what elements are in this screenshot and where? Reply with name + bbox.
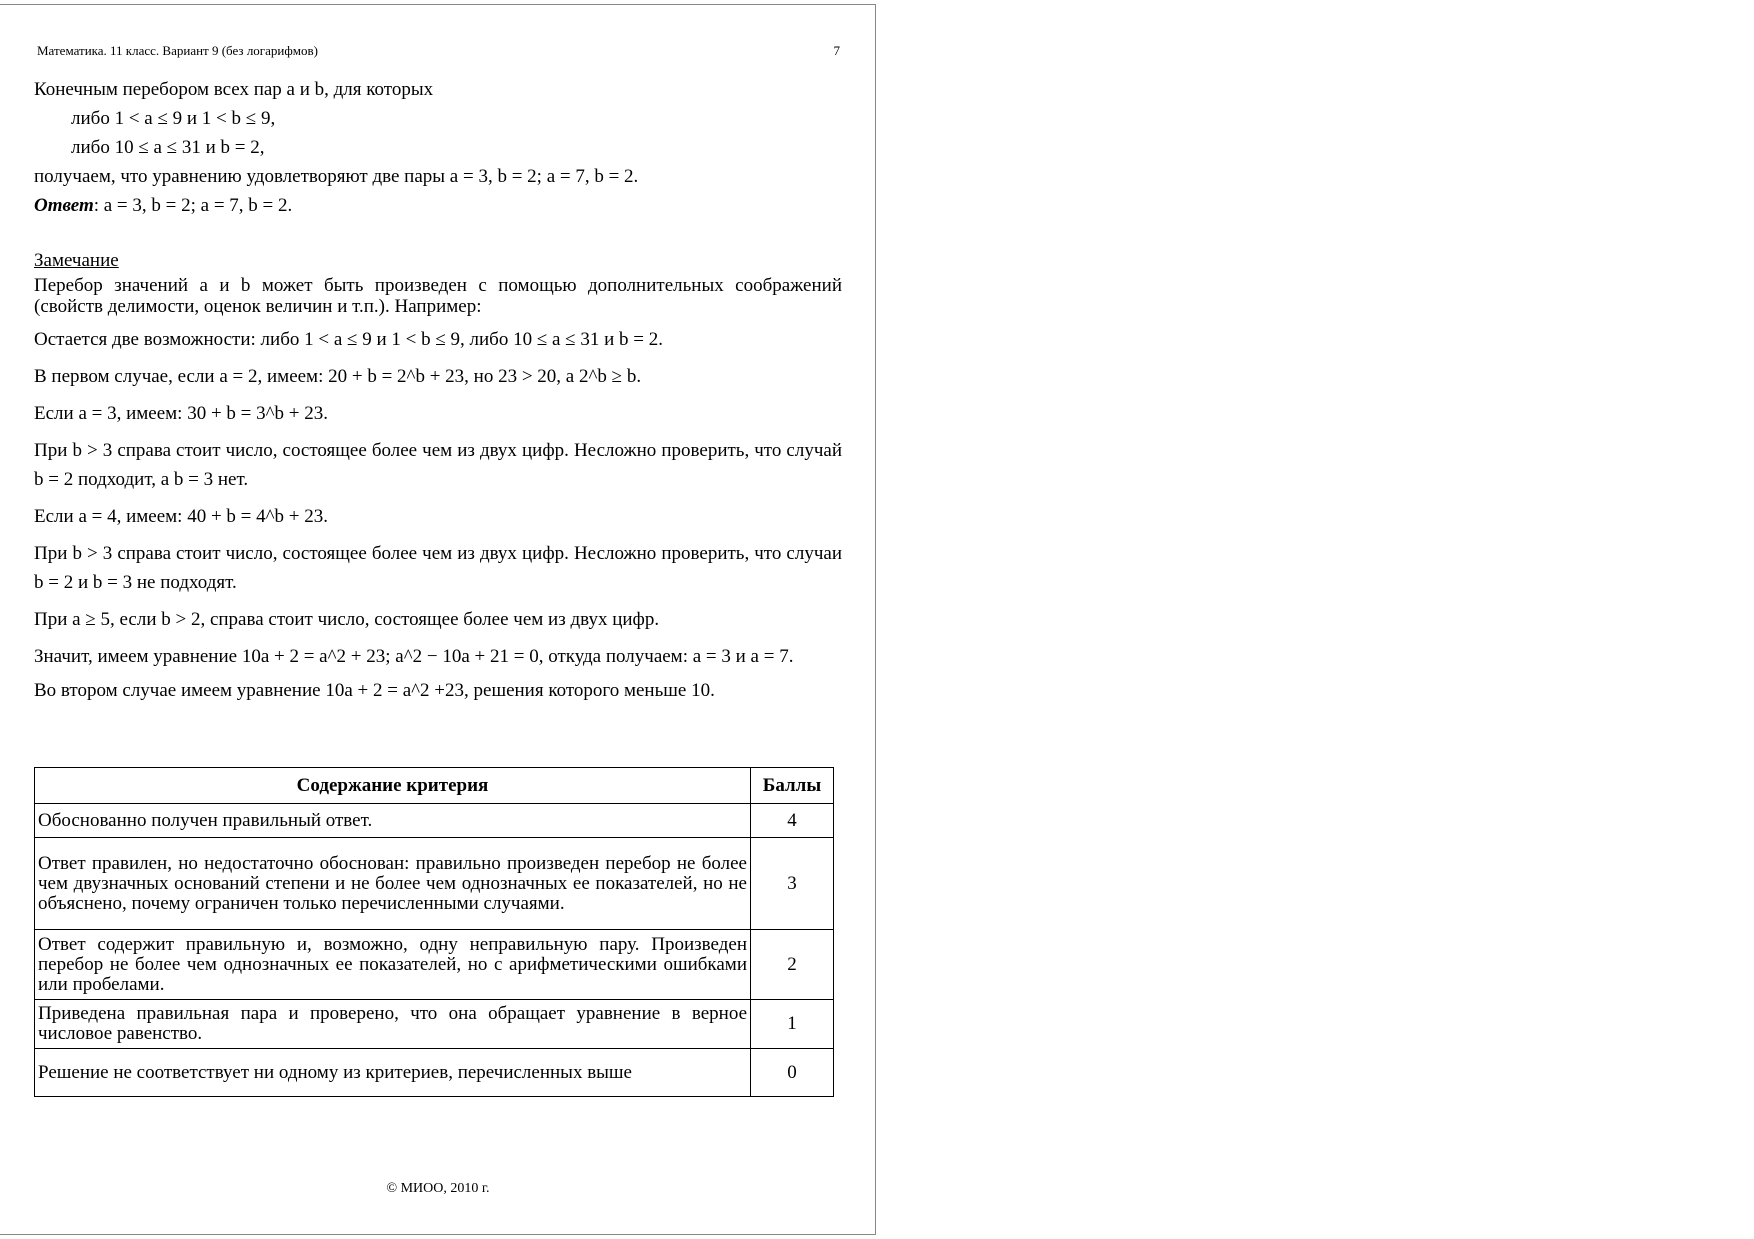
criterion-text: Обоснованно получен правильный ответ.	[35, 804, 751, 838]
header-title: Математика. 11 класс. Вариант 9 (без логарифмов)	[37, 43, 318, 58]
result-line: получаем, что уравнению удовлетворяют две пары a = 3, b = 2; a = 7, b = 2.	[34, 166, 639, 187]
table-row	[35, 1049, 834, 1097]
remark-body: Перебор значений a и b может быть произведен с помощью дополнительных соображений (свойств делимости, оценок величин и т.п.). Например:	[34, 275, 842, 317]
criteria-header-content: Содержание критерия	[35, 768, 751, 804]
remark-line-7: При a ≥ 5, если b > 2, справа стоит число, состоящее более чем из двух цифр.	[34, 609, 660, 630]
page-header	[37, 43, 840, 59]
answer-value: : a = 3, b = 2; a = 7, b = 2.	[93, 195, 293, 216]
criteria-table	[34, 767, 834, 1097]
answer-line	[34, 191, 842, 220]
remark-line-4: При b > 3 справа стоит число, состоящее более чем из двух цифр. Несложно проверить, что случай b = 2 подходит, а b = 3 нет.	[34, 440, 842, 490]
page-number: 7	[833, 43, 840, 58]
criterion-score: 4	[751, 804, 834, 838]
criterion-text: Решение не соответствует ни одному из критериев, перечисленных выше	[35, 1049, 751, 1097]
table-row	[35, 930, 834, 1000]
remark-line-9: Во втором случае имеем уравнение 10a + 2 = a^2 +23, решения которого меньше 10.	[34, 680, 715, 701]
criterion-score: 0	[751, 1049, 834, 1097]
remark-title: Замечание	[34, 250, 119, 271]
criterion-text: Ответ содержит правильную и, возможно, одну неправильную пару. Произведен перебор не более чем однозначных ее показателей, но с арифметическими ошибками или пробелами.	[35, 930, 751, 1000]
solution-text	[34, 75, 842, 703]
document-page	[0, 4, 876, 1235]
criterion-score: 2	[751, 930, 834, 1000]
remark-line-8: Значит, имеем уравнение 10a + 2 = a^2 + 23; a^2 − 10a + 21 = 0, откуда получаем: a = 3 и a = 7.	[34, 646, 794, 667]
table-row	[35, 1000, 834, 1049]
intro-line: Конечным перебором всех пар a и b, для которых	[34, 79, 434, 100]
case-1-line: либо 1 < a ≤ 9 и 1 < b ≤ 9,	[71, 108, 276, 129]
criterion-text: Ответ правилен, но недостаточно обоснован: правильно произведен перебор не более чем двузначных оснований степени и не более чем однозначных ее показателей, но не объяснено, почему ограничен только перечисленными случаями.	[35, 838, 751, 930]
answer-label: Ответ	[34, 195, 94, 216]
remark-line-1: Остается две возможности: либо 1 < a ≤ 9 и 1 < b ≤ 9, либо 10 ≤ a ≤ 31 и b = 2.	[34, 329, 663, 350]
remark-line-6: При b > 3 справа стоит число, состоящее более чем из двух цифр. Несложно проверить, что случаи b = 2 и b = 3 не подходят.	[34, 543, 842, 593]
remark-line-3: Если a = 3, имеем: 30 + b = 3^b + 23.	[34, 403, 329, 424]
remark-line-2: В первом случае, если a = 2, имеем: 20 + b = 2^b + 23, но 23 > 20, а 2^b ≥ b.	[34, 366, 642, 387]
criteria-header-score: Баллы	[751, 768, 834, 804]
table-row	[35, 804, 834, 838]
criterion-text: Приведена правильная пара и проверено, что она обращает уравнение в верное числовое равенство.	[35, 1000, 751, 1049]
table-row	[35, 838, 834, 930]
remark-line-5: Если a = 4, имеем: 40 + b = 4^b + 23.	[34, 506, 329, 527]
page-footer: © МИОО, 2010 г.	[386, 1181, 490, 1196]
criterion-score: 1	[751, 1000, 834, 1049]
case-2-line: либо 10 ≤ a ≤ 31 и b = 2,	[71, 137, 265, 158]
criteria-header-row	[35, 768, 834, 804]
criterion-score: 3	[751, 838, 834, 930]
